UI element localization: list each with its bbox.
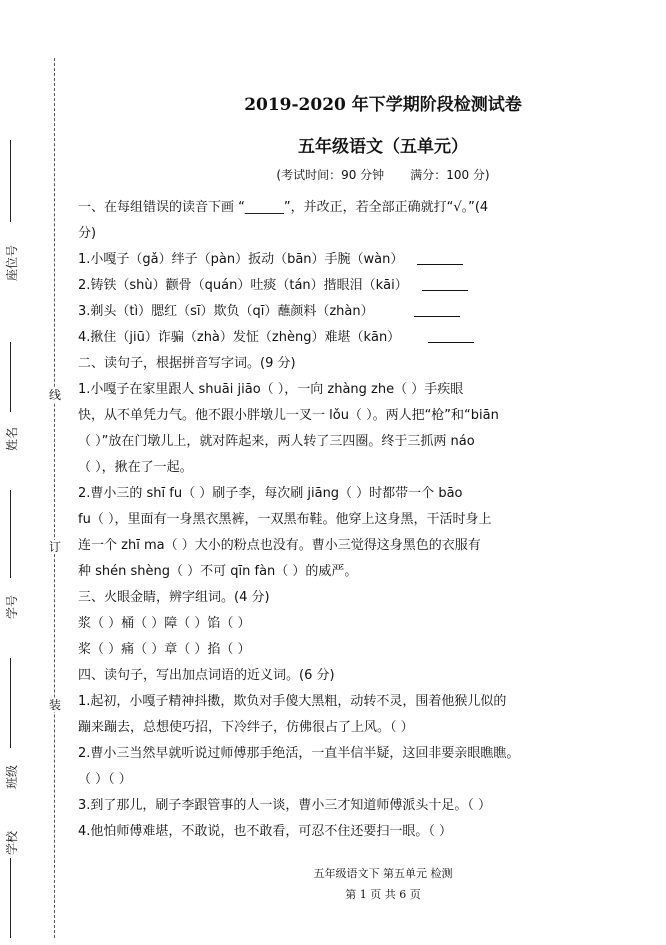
section2-line: fu（ ），里面有一身黑衣黑裤，一双黑布鞋。他穿上这身黑，干活时身上 — [78, 512, 492, 527]
section3-line: 桨（ ）痛（ ）章（ ）掐（ ） — [78, 642, 251, 657]
name-line — [10, 342, 11, 412]
section4-line: 2.曹小三当然早就听说过师傅那手绝活，一直半信半疑，这回非要亲眼瞧瞧。 — [78, 746, 520, 761]
section4-heading: 四、读句子，写出加点词语的近义词。(6 分) — [78, 668, 335, 683]
section3-heading: 三、火眼金睛，辨字组词。(4 分) — [78, 590, 270, 605]
section3-line: 浆（ ）桶（ ）障（ ）馅（ ） — [78, 616, 251, 631]
section2-line: 快，从不单凭力气。他不跟小胖墩儿一叉一 lǒu（ ）。两人把“枪”和“biān — [78, 408, 499, 423]
section4-line: 蹦来蹦去，总想使巧招，下冷绊子，仿佛很占了上风。（ ） — [78, 720, 414, 735]
section1-item: 2.铸铁（shù）颧骨（quán）吐痰（tán）揩眼泪（kāi） — [78, 273, 572, 299]
section4-line: （ ）（ ） — [78, 772, 132, 787]
section4-line: 3.到了那儿，刷子李跟管事的人一谈，曹小三才知道师傅派头十足。（ ） — [78, 798, 492, 813]
section2-line: 种 shén shèng（ ）不可 qīn fàn（ ）的威严。 — [78, 564, 358, 579]
exam-score: 满分：100 分) — [410, 168, 490, 182]
binding-word-xian: 线 — [48, 388, 61, 402]
section2-line: 2.曹小三的 shī fu（ ）刷子李，每次刷 jiāng（ ）时都带一个 bāo — [78, 486, 463, 501]
exam-time: (考试时间：90 分钟 — [276, 168, 385, 182]
section1-item: 3.剃头（tì）腮红（sī）欺负（qī）蘸颜料（zhàn） — [78, 299, 572, 325]
seat-number-label: 座位号 — [5, 244, 19, 281]
section2-line: 1.小嘎子在家里跟人 shuāi jiāo（ ），一向 zhàng zhe（ ）手疾眼 — [78, 382, 464, 397]
name-label: 姓名 — [5, 426, 19, 451]
exam-info — [100, 166, 666, 183]
binding-word-zhuang: 装 — [48, 698, 61, 712]
section1-heading-cont: 分) — [78, 226, 97, 241]
section4-line: 1.起初，小嘎子精神抖擞，欺负对手傻大黑粗，动转不灵，围着他猴儿似的 — [78, 694, 507, 709]
section2-line: 连一个 zhī ma（ ）大小的粉点也没有。曹小三觉得这身黑色的衣服有 — [78, 538, 481, 553]
section1-item: 4.揪住（jiū）诈骗（zhà）发怔（zhèng）难堪（kān） — [78, 325, 572, 351]
exam-content — [78, 195, 572, 845]
footer-page-number: 第 1 页 共 6 页 — [345, 888, 421, 901]
answer-blank[interactable] — [422, 275, 468, 291]
binding-word-ding: 订 — [48, 540, 61, 554]
answer-blank[interactable] — [414, 301, 460, 317]
section4-line: 4.他怕师傅难堪，不敢说，也不敢看，可忍不住还要扫一眼。（ ） — [78, 824, 453, 839]
section2-heading: 二、读句子，根据拼音写字词。(9 分) — [78, 356, 296, 371]
binding-dashed-line — [54, 58, 55, 938]
student-id-label: 学号 — [5, 594, 19, 619]
section2-line: （ ）”放在门墩儿上，就对阵起来，两人转了三四圈。终于三抓两 náo — [78, 434, 475, 449]
section1-item: 1.小嘎子（gǎ）绊子（pàn）扳动（bān）手腕（wàn） — [78, 247, 572, 273]
exam-title: 2019-2020 年下学期阶段检测试卷 — [244, 95, 522, 115]
school-line — [10, 858, 11, 938]
answer-blank[interactable] — [417, 249, 463, 265]
section2-line: （ ），揪在了一起。 — [78, 460, 193, 475]
seat-number-line — [10, 140, 11, 222]
class-label: 班级 — [5, 764, 19, 789]
section1-heading: 一、在每组错误的读音下画 “______”，并改正，若全部正确就打“√。”(4 — [78, 200, 489, 215]
school-label: 学校 — [5, 830, 19, 855]
footer-unit: 五年级语文下 第五单元 检测 — [313, 867, 453, 880]
class-line — [10, 658, 11, 748]
answer-blank[interactable] — [428, 327, 474, 343]
student-id-line — [10, 490, 11, 578]
exam-subtitle: 五年级语文（五单元） — [298, 137, 468, 157]
